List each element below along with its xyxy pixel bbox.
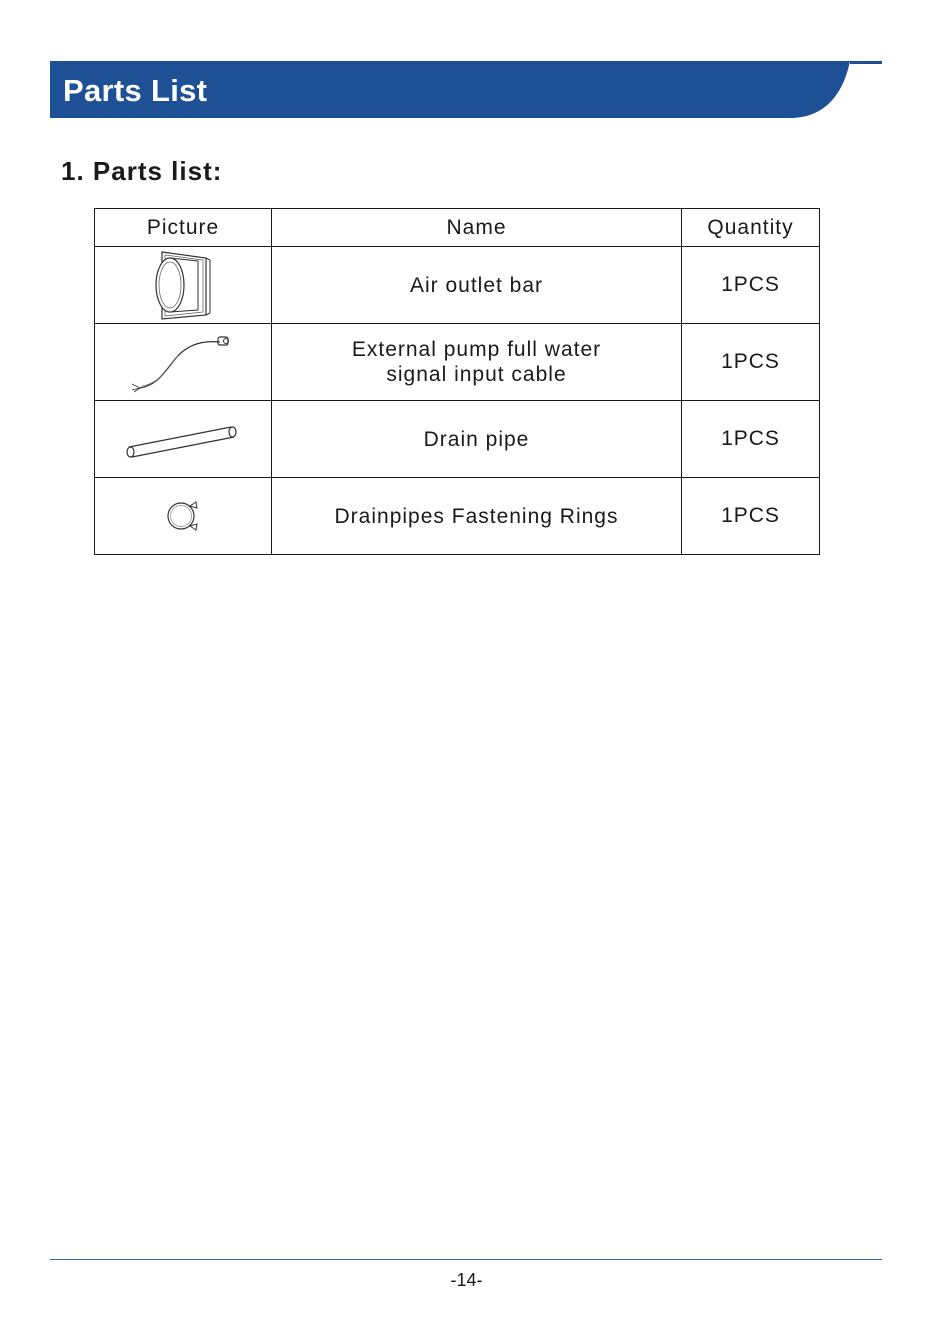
table-row [95, 478, 820, 555]
section-title: 1. Parts list: [61, 156, 223, 186]
part-name: Drain pipe [272, 401, 682, 478]
part-name: Air outlet bar [272, 247, 682, 324]
table-header-row [95, 209, 820, 247]
part-quantity: 1PCS [682, 247, 820, 324]
picture-cell [95, 401, 272, 478]
parts-table [94, 208, 820, 555]
table-row [95, 324, 820, 401]
part-name: Drainpipes Fastening Rings [272, 478, 682, 555]
footer-divider [50, 1259, 882, 1260]
part-quantity: 1PCS [682, 324, 820, 401]
part-name [272, 324, 682, 401]
column-header-quantity: Quantity [682, 209, 820, 247]
part-name-line-1: External pump full water [351, 338, 602, 361]
column-header-picture: Picture [95, 209, 272, 247]
picture-cell [95, 247, 272, 324]
part-quantity: 1PCS [682, 401, 820, 478]
signal-cable-icon [128, 330, 238, 394]
column-header-name: Name [272, 209, 682, 247]
page-title: Parts List [63, 73, 208, 108]
page-number: -14- [450, 1270, 483, 1290]
picture-cell [95, 478, 272, 555]
picture-cell [95, 324, 272, 401]
air-outlet-bar-icon [148, 249, 218, 321]
fastening-ring-icon [163, 496, 203, 536]
header-band-shape [0, 0, 933, 130]
table-row [95, 401, 820, 478]
drain-pipe-icon [123, 419, 243, 459]
part-name-line-2: signal input cable [386, 363, 567, 386]
table-row [95, 247, 820, 324]
part-quantity: 1PCS [682, 478, 820, 555]
